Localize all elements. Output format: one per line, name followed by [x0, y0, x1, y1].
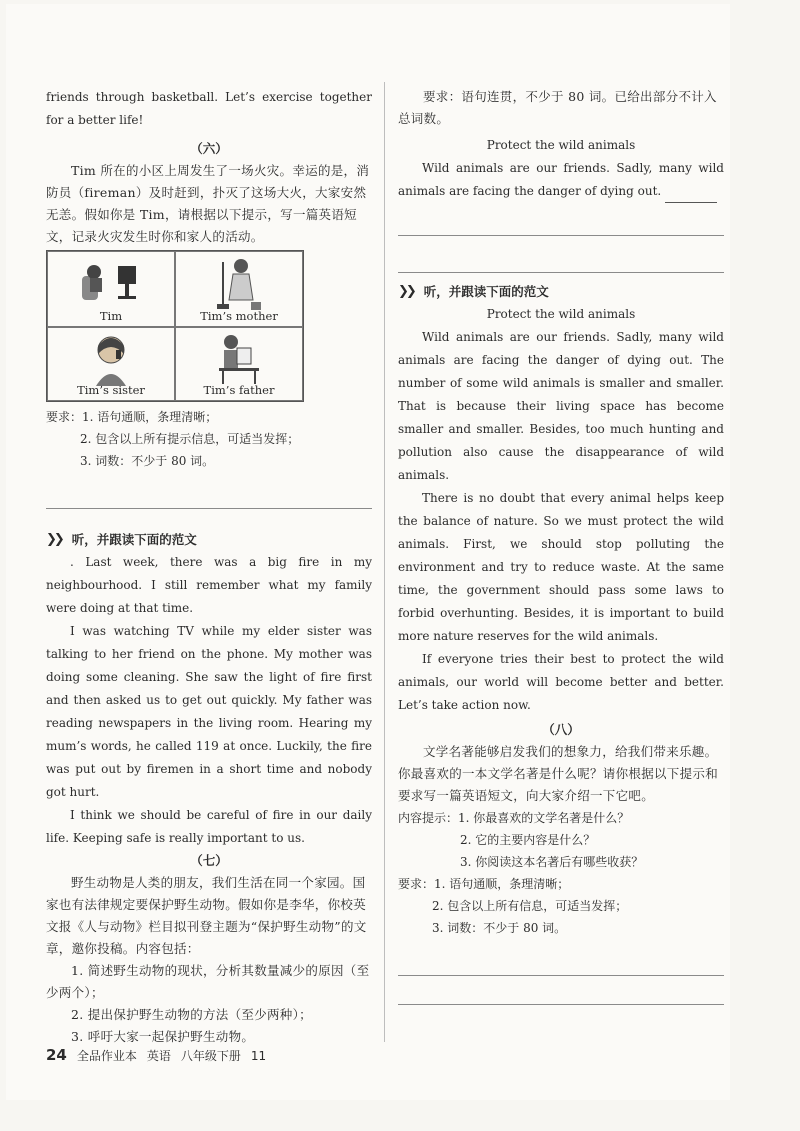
section-8-heading: （八）: [542, 722, 580, 737]
model-paragraph: If everyone tries their best to protect the wild animals, our world will become better and better. Let’s take action now.: [398, 652, 724, 712]
requirement-label: 要求：1. 语句通顺，条理清晰；: [46, 410, 218, 424]
listen-label: 听，并跟读下面的范文: [423, 284, 549, 299]
page-number: 24: [46, 1046, 67, 1064]
writing-line: [398, 1004, 724, 1005]
column-divider: [384, 82, 385, 1042]
father-reading-illustration: [209, 332, 269, 386]
edition: 11: [250, 1049, 267, 1063]
picture-caption: Tim’s mother: [200, 309, 278, 323]
double-arrow-icon: ❯❯: [398, 284, 414, 299]
model-paragraph: I think we should be careful of fire in our daily life. Keeping safe is really important to us.: [46, 808, 372, 845]
intro-text: friends through basketball. Let’s exercise together for a better life!: [46, 90, 372, 127]
picture-caption: Tim: [99, 309, 123, 323]
starter-title: Protect the wild animals: [486, 138, 636, 152]
grade: 八年级下册: [180, 1049, 241, 1063]
section-7-item: 1. 简述野生动物的现状，分析其数量减少的原因（至少两个）；: [46, 963, 370, 1000]
hint-item: 2. 它的主要内容是什么？: [460, 833, 596, 847]
requirement-item: 3. 词数：不少于 80 词。: [432, 921, 567, 935]
picture-tims-mother: [175, 251, 303, 327]
requirement-label: 要求：1. 语句通顺，条理清晰；: [398, 877, 570, 891]
section-7-prompt: 野生动物是人类的朋友，我们生活在同一个家园。国家也有法律规定要保护野生动物。假如你是李华，你校英文报《人与动物》栏目拟刊登主题为“保护野生动物”的文章，邀你投稿。内容包括：: [46, 875, 367, 956]
section-6-prompt: Tim 所在的小区上周发生了一场火灾。幸运的是，消防员（fireman）及时赶到，扑灭了这场大火，大家安然无恙。假如你是 Tim，请根据以下提示，写一篇英语短文，记录火灾发生时你和家人的活动。: [46, 163, 370, 244]
writing-line: [398, 235, 724, 236]
answer-blank[interactable]: [665, 190, 717, 203]
section-7-requirement: 要求：语句连贯，不少于 80 词。已给出部分不计入总词数。: [398, 89, 717, 126]
hint-item: 3. 你阅读这本名著后有哪些收获？: [460, 855, 644, 869]
picture-tim: [47, 251, 175, 327]
section-7-item: 3. 呼吁大家一起保护野生动物。: [71, 1029, 255, 1044]
book-title: 全品作业本: [76, 1049, 137, 1063]
section-8-requirements: [398, 873, 724, 939]
section-7-item: 2. 提出保护野生动物的方法（至少两种）；: [71, 1007, 312, 1022]
right-column: [398, 4, 724, 1005]
tim-watching-tv-illustration: [76, 256, 146, 308]
model-title: Protect the wild animals: [486, 307, 636, 321]
model-paragraph: I was watching TV while my elder sister was talking to her friend on the phone. My mother was doing some cleaning. She saw the light of fire first and then asked us to get out quickly. My father was reading newspapers in the living room. Hearing my mum’s words, he called 119 at once. Luckily, the fire was put out by firemen in a short time and nobody got hurt.: [46, 624, 372, 799]
starter-text: Wild animals are our friends. Sadly, many wild animals are facing the danger of dying out.: [398, 157, 724, 203]
model-paragraph: Wild animals are our friends. Sadly, many wild animals are facing the danger of dying out. The number of some wild animals is smaller and smaller. That is because their living space has become smaller and smaller. Besides, too much hunting and pollution also cause the disappearance of wild animals.: [398, 330, 724, 482]
left-column: [46, 4, 372, 1048]
writing-line: [398, 975, 724, 976]
listen-label: 听，并跟读下面的范文: [71, 532, 197, 547]
page: [6, 4, 730, 1100]
section-6-requirements: [46, 406, 372, 472]
hint-label: 内容提示：1. 你最喜欢的文学名著是什么？: [398, 811, 630, 825]
writing-line: [46, 508, 372, 509]
section-8-prompt: 文学名著能够启发我们的想象力，给我们带来乐趣。你最喜欢的一本文学名著是什么呢？请你根据以下提示和要求写一篇英语短文，向大家介绍一下它吧。: [398, 744, 719, 803]
picture-caption: Tim’s father: [203, 383, 275, 397]
double-arrow-icon: ❯❯: [46, 532, 62, 547]
requirement-item: 2. 包含以上所有提示信息，可适当发挥；: [80, 432, 300, 446]
picture-tims-father: [175, 327, 303, 401]
listen-header: [46, 529, 372, 551]
picture-grid: [46, 250, 304, 402]
picture-caption: Tim’s sister: [77, 383, 145, 397]
subject: 英语: [146, 1049, 171, 1063]
picture-tims-sister: [47, 327, 175, 401]
section-6-heading: （六）: [190, 141, 228, 156]
section-7-heading: （七）: [190, 853, 228, 868]
model-paragraph: . Last week, there was a big fire in my neighbourhood. I still remember what my family were doing at that time.: [46, 555, 372, 615]
requirement-item: 2. 包含以上所有信息，可适当发挥；: [432, 899, 628, 913]
section-8-hints: [398, 807, 724, 873]
listen-header: [398, 281, 724, 303]
mother-cleaning-illustration: [209, 256, 269, 312]
requirement-item: 3. 词数：不少于 80 词。: [80, 454, 215, 468]
writing-line: [398, 272, 724, 273]
page-footer: [46, 1046, 266, 1064]
sister-on-phone-illustration: [86, 332, 136, 386]
model-paragraph: There is no doubt that every animal helps keep the balance of nature. So we must protect the wild animals. First, we should stop polluting the environment and try to reduce waste. At the same time, the government should pass some laws to forbid overhunting. Besides, it is important to build more nature reserves for the wild animals.: [398, 491, 724, 643]
